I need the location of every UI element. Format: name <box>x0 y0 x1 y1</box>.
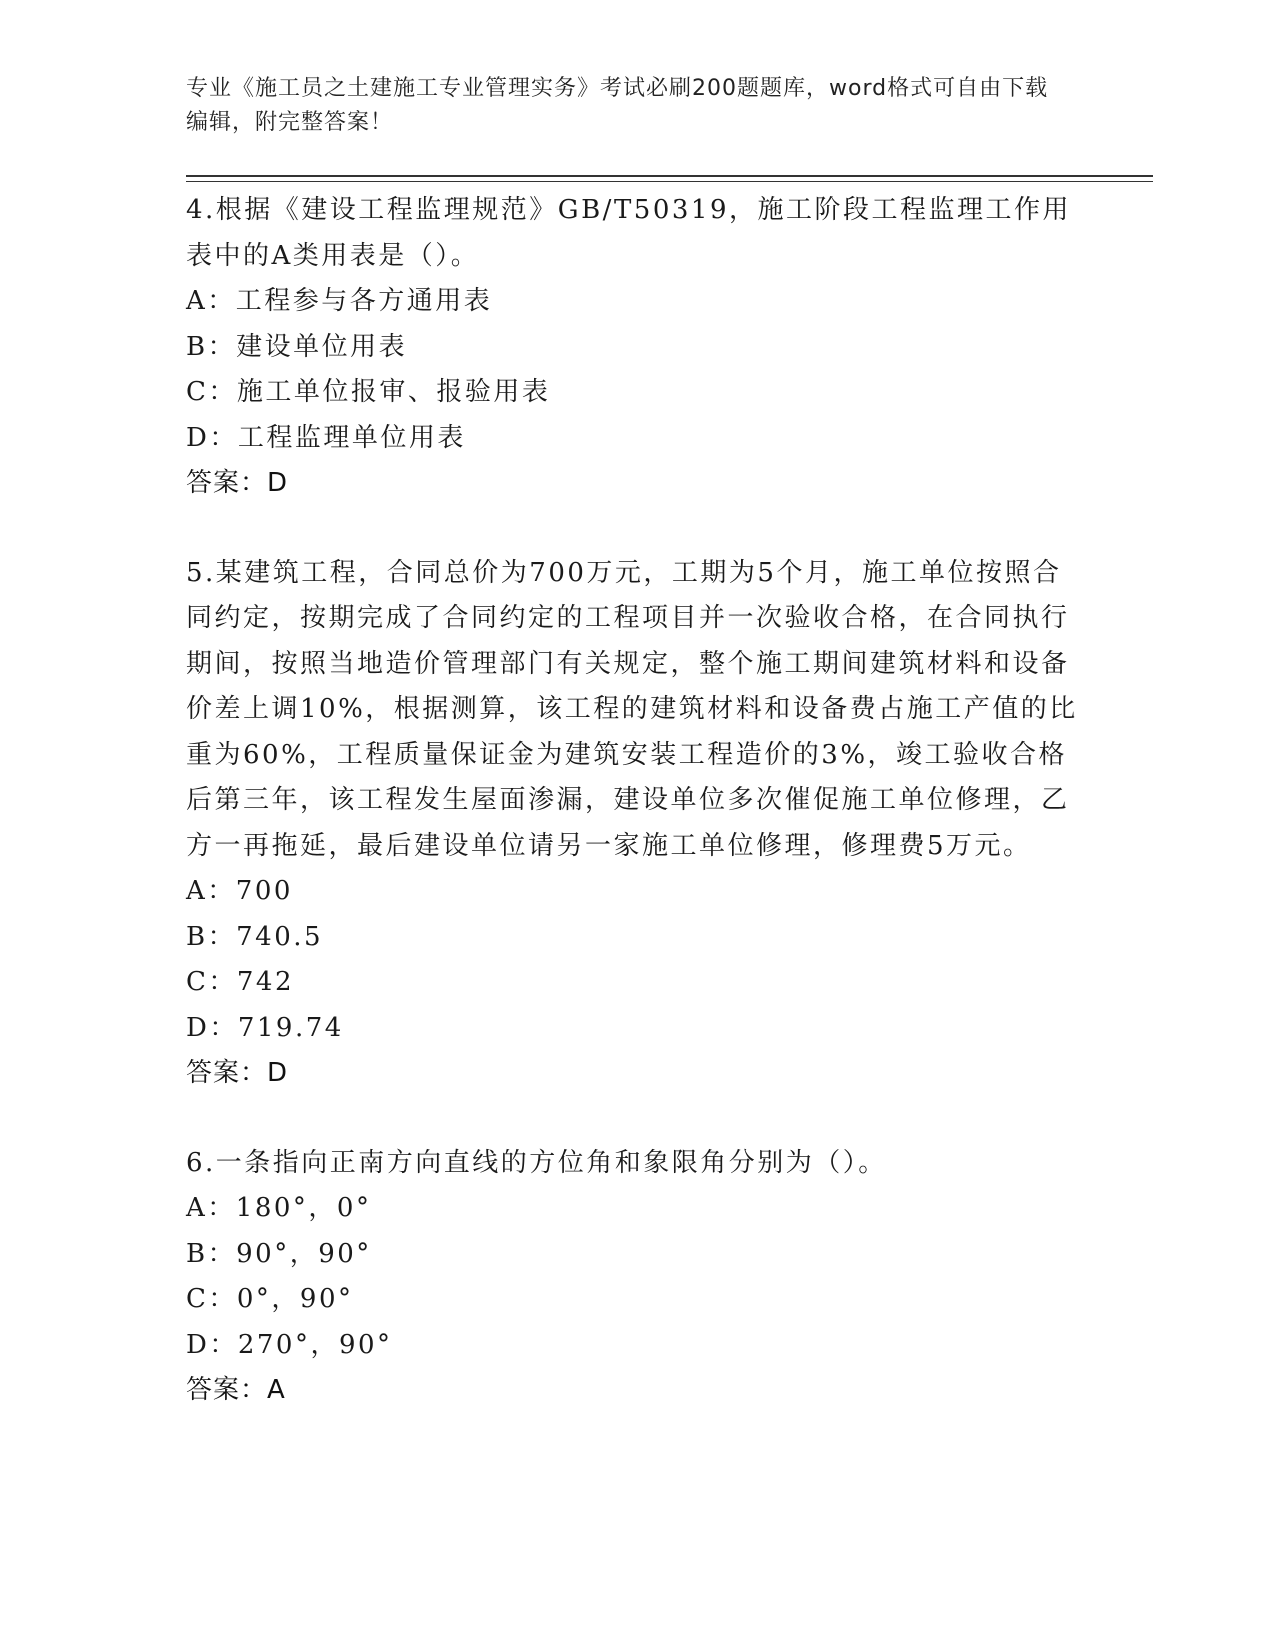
option-d: D：719.74 <box>186 1012 344 1043</box>
option-c: C：施工单位报审、报验用表 <box>186 377 551 407</box>
question-4 <box>186 188 1086 507</box>
option-a: A：700 <box>186 876 293 906</box>
header-divider-thin <box>186 181 1153 182</box>
document-header <box>186 72 1066 140</box>
question-list <box>186 188 1086 1458</box>
header-divider-thick <box>186 175 1153 177</box>
option-d: D：270°，90° <box>186 1329 393 1360</box>
answer-label: 答案：A <box>186 1375 286 1405</box>
option-a: A：180°，0° <box>186 1193 372 1223</box>
question-stem: 6.一条指向正南方向直线的方位角和象限角分别为（）。 <box>186 1147 887 1178</box>
answer-label: 答案：D <box>186 468 289 498</box>
option-c: C：0°，90° <box>186 1284 354 1314</box>
option-b: B：740.5 <box>186 921 324 952</box>
header-title: 专业《施工员之土建施工专业管理实务》考试必刷200题题库，word格式可自由下载编辑，附完整答案！ <box>186 76 1049 135</box>
question-stem: 4.根据《建设工程监理规范》GB/T50319，施工阶段工程监理工作用表中的A类用表是（）。 <box>186 195 1071 271</box>
option-a: A：工程参与各方通用表 <box>186 286 493 316</box>
option-b: B：建设单位用表 <box>186 331 408 362</box>
option-c: C：742 <box>186 967 295 997</box>
question-stem: 5.某建筑工程，合同总价为700万元，工期为5个月，施工单位按照合同约定，按期完成了合同约定的工程项目并一次验收合格，在合同执行期间，按照当地造价管理部门有关规定，整个施工期间建筑材料和设备价差上调10%，根据测算，该工程的建筑材料和设备费占施工产值的比重为60%，工程质量保证金为建筑安装工程造价的3%，竣工验收合格后第三年，该工程发生屋面渗漏，建设单位多次催促施工单位修理，乙方一再拖延，最后建设单位请另一家施工单位修理，修理费5万元。 <box>186 557 1078 861</box>
answer-label: 答案：D <box>186 1058 289 1088</box>
question-6 <box>186 1141 1086 1414</box>
question-5 <box>186 551 1086 1097</box>
option-b: B：90°，90° <box>186 1238 372 1269</box>
option-d: D：工程监理单位用表 <box>186 422 466 453</box>
